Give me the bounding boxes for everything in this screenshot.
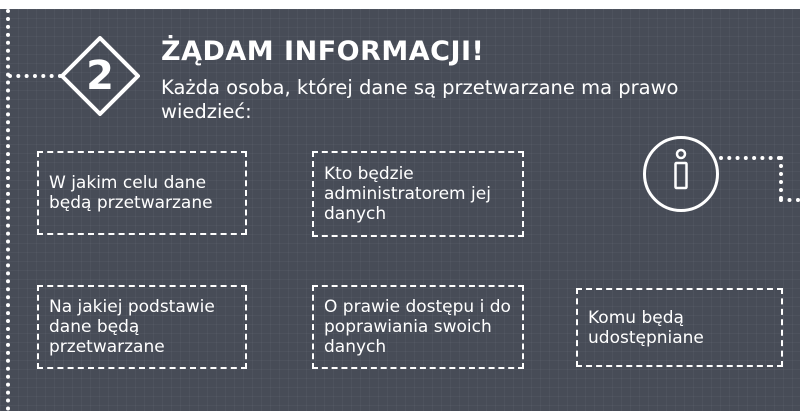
info-connector-drop	[779, 156, 783, 200]
info-card-legal-basis	[37, 285, 247, 369]
page-subtitle: Każda osoba, której dane są przetwarzane ma prawo wiedzieć:	[161, 76, 679, 123]
card-text: Na jakiej podstawie dane będą przetwarzane	[49, 297, 215, 357]
info-card-access-rights	[312, 285, 524, 369]
badge-connector-line	[8, 74, 62, 78]
info-connector-right	[779, 198, 800, 202]
info-card-purpose	[37, 151, 247, 235]
card-text: Kto będzie administratorem jej danych	[324, 164, 491, 224]
card-text: Komu będą udostępniane	[588, 307, 704, 348]
info-card-administrator	[312, 151, 524, 237]
left-connector-line	[6, 9, 10, 411]
card-text: O prawie dostępu i do poprawiania swoich danych	[324, 297, 511, 357]
info-connector-line	[719, 156, 781, 160]
info-icon	[643, 136, 719, 212]
top-border-strip	[0, 0, 800, 9]
page-title: ŻĄDAM INFORMACJI!	[161, 36, 485, 67]
step-badge	[60, 36, 140, 116]
step-number: 2	[86, 53, 114, 99]
card-text: W jakim celu dane będą przetwarzane	[49, 173, 213, 213]
info-card-recipients	[576, 288, 783, 367]
